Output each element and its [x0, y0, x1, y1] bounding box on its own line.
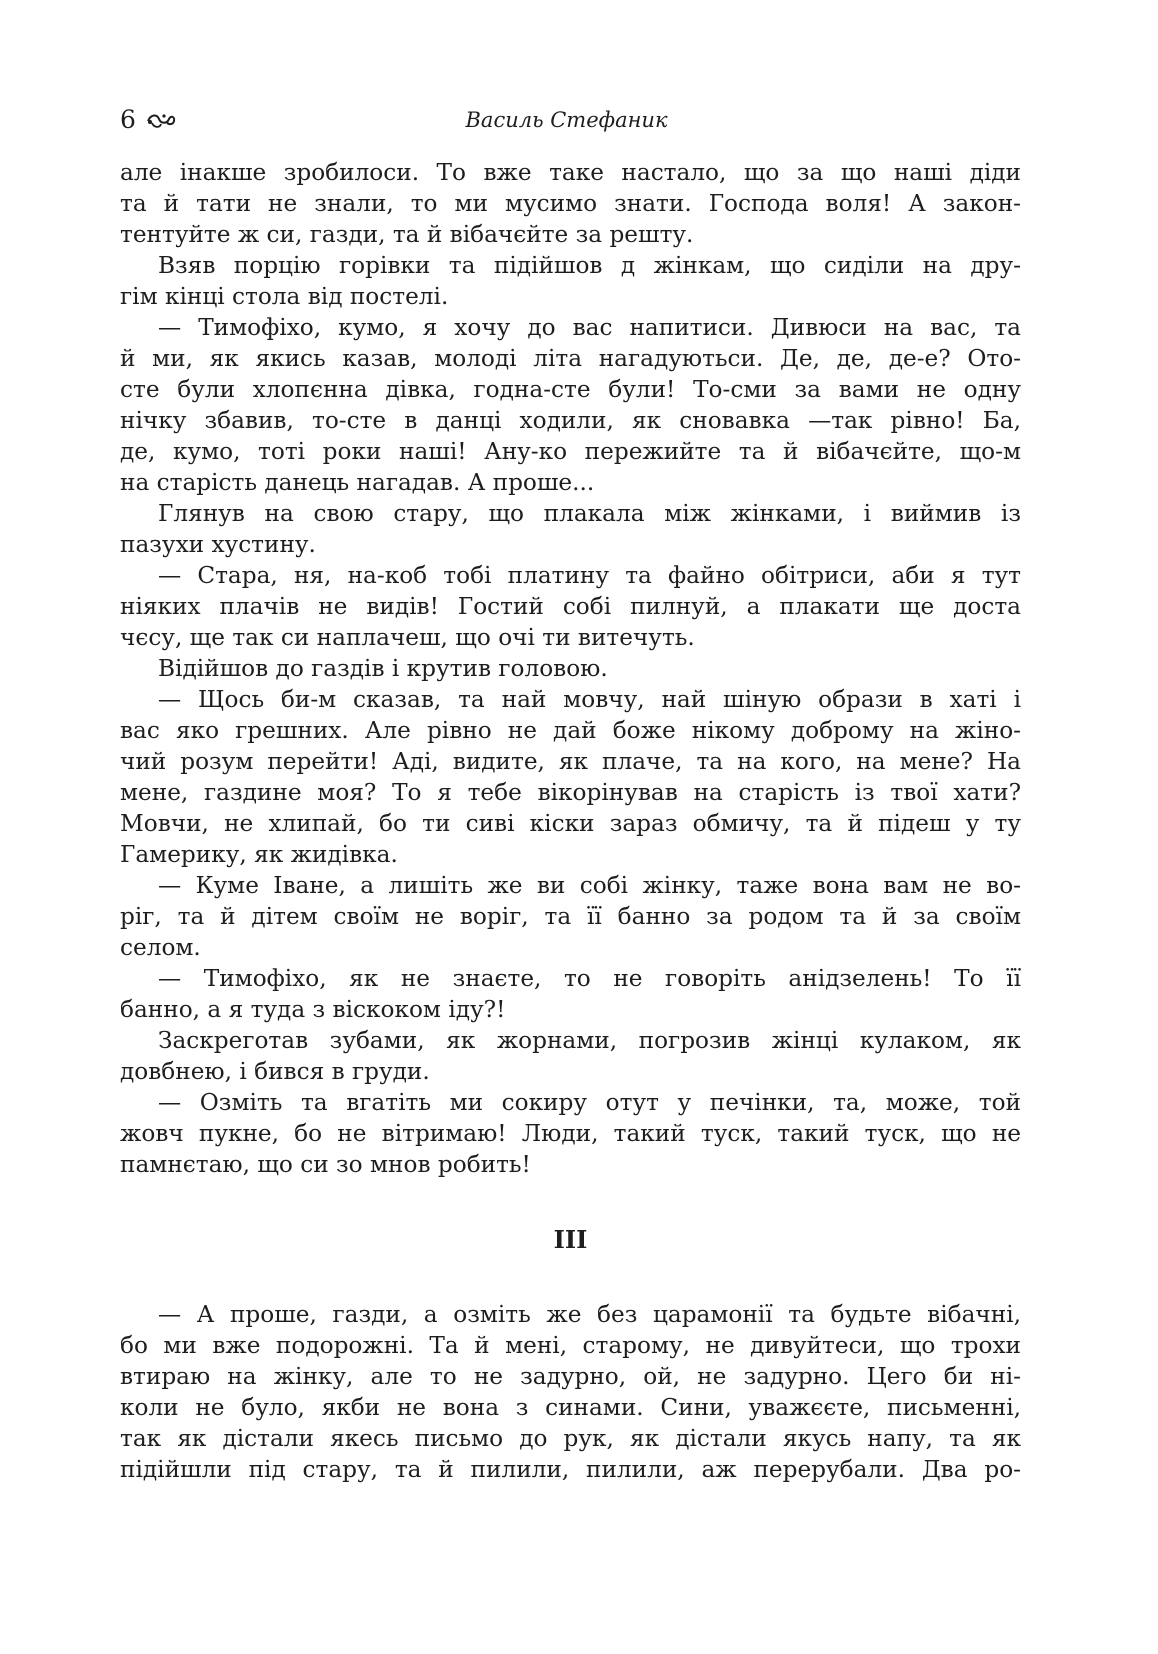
text-line: та й тати не знали, то ми мусимо знати. Господа воля! А закон- [120, 190, 1021, 217]
text-line: Мовчи, не хлипай, бо ти сиві кіски зараз обмичу, та й підеш у ту [120, 810, 1021, 837]
text-line: Відійшов до газдів і крутив головою. [158, 655, 608, 682]
text-line: — Тимофіхо, кумо, я хочу до вас напитиси. Дивюси на вас, та [158, 314, 1021, 341]
text-line: ріг, та й дітем своїм не воріг, та її банно за родом та й за своїм [120, 903, 1021, 930]
text-line: коли не було, якби не вона з синами. Сини, уважєєте, письменні, [120, 1394, 1021, 1421]
text-line: нічку збавив, то-сте в данці ходили, як сновавка —так рівно! Ба, [120, 407, 1021, 434]
text-line: Заскреготав зубами, як жорнами, погрозив жінці кулаком, як [158, 1027, 1021, 1054]
text-line: де, кумо, тоті роки наші! Ану-ко пережийте та й вібачєйте, що-м [120, 438, 1021, 465]
text-line: селом. [120, 934, 201, 961]
text-line: й ми, як якись казав, молоді літа нагадуютьси. Де, де, де-е? Ото- [120, 345, 1021, 372]
text-line: так як дістали якесь письмо до рук, як дістали якусь напу, та як [120, 1425, 1021, 1452]
section-heading: III [553, 1225, 588, 1254]
text-line: гім кінці стола від постелі. [120, 283, 449, 310]
text-line: Взяв порцію горівки та підійшов д жінкам, що сиділи на дру- [158, 252, 1021, 279]
text-line: на старість данець нагадав. А проше... [120, 469, 595, 496]
text-line: — Стара, ня, на-коб тобі платину та файно обітриси, аби я тут [158, 562, 1021, 589]
text-before-section [120, 157, 1021, 1180]
text-line: довбнею, і бився в груди. [120, 1058, 430, 1085]
text-line: пазухи хустину. [120, 531, 316, 558]
text-line: — Щось би-м сказав, та най мовчу, най шіную образи в хаті і [158, 686, 1021, 713]
text-after-section [120, 1299, 1021, 1485]
text-line: банно, а я туда з віскоком іду?! [120, 996, 506, 1023]
text-line: мене, газдине моя? То я тебе вікорінував на старість із твої хати? [120, 779, 1021, 806]
body-text [120, 157, 1021, 1485]
text-line: бо ми вже подорожні. Та й мені, старому, не дивуйтеси, що трохи [120, 1332, 1021, 1359]
section-gap [120, 1180, 1021, 1224]
text-line: — Озміть та вгатіть ми сокиру отут у печінки, та, може, той [158, 1089, 1021, 1116]
text-line: сте були хлопєнна дівка, годна-сте були! То-сми за вами не одну [120, 376, 1021, 403]
text-line: чєсу, ще так си наплачеш, що очі ти витечуть. [120, 624, 695, 651]
text-line: — Тимофіхо, як не знаєте, то не говоріть анідзелень! То її [158, 965, 1021, 992]
page-number: 6 [120, 105, 136, 134]
section-gap [120, 1255, 1021, 1299]
text-line: Гамерику, як жидівка. [120, 841, 398, 868]
running-header-author: Василь Стефаник [465, 108, 668, 132]
text-line: втираю на жінку, але то не задурно, ой, не задурно. Цего би ні- [120, 1363, 1021, 1390]
text-line: але інакше зробилоси. То вже таке настало, що за що наші діди [120, 159, 1021, 186]
text-line: памнєтаю, що си зо мнов робить! [120, 1151, 531, 1178]
text-line: вас яко грешних. Але рівно не дай боже нікому доброму на жіно- [120, 717, 1021, 744]
text-line: Глянув на свою стару, що плакала між жінками, і виймив із [158, 500, 1021, 527]
text-line: чий розум перейти! Аді, видите, як плаче, та на кого, на мене? На [120, 748, 1021, 775]
text-line: ніяких плачів не видів! Гостий собі пилнуй, а плакати ще доста [120, 593, 1021, 620]
text-line: жовч пукне, бо не вітримаю! Люди, такий туск, такий туск, що не [120, 1120, 1021, 1147]
text-line: — Куме Іване, а лишіть же ви собі жінку, таже вона вам не во- [158, 872, 1021, 899]
text-line: підійшли під стару, та й пилили, пилили, аж перерубали. Два ро- [120, 1456, 1021, 1483]
running-header [116, 102, 1017, 138]
text-line: — А проше, газди, а озміть же без царамонії та будьте вібачні, [158, 1301, 1021, 1328]
text-line: тентуйте ж си, газди, та й вібачєйте за решту. [120, 221, 694, 248]
